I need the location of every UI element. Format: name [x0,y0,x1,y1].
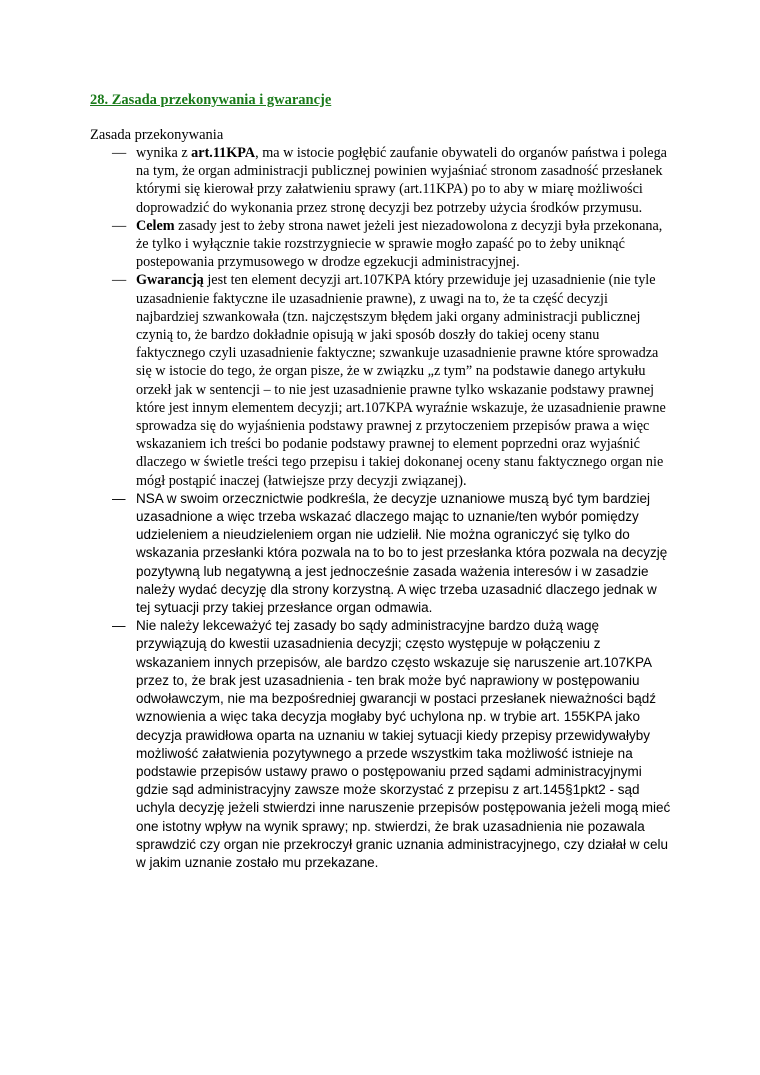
item-text: zasady jest to żeby strona nawet jeżeli jest niezadowolona z decyzji była przekonana, że tylko i wyłącznie takie rozstrzygniecie w sprawie mogło zapaść po to żeby uniknąć postepowania przymusowego w drodze egzekucji administracyjnej. [136,217,663,271]
item-bold-term: art.11KPA [191,145,256,161]
dash-bullet: — [112,618,126,634]
item-bold-term: Gwarancją [136,272,204,289]
item-bold-term: Celem [136,217,175,234]
list-item [112,144,672,217]
dash-bullet: — [112,217,127,234]
item-prefix: wynika z [136,145,192,161]
section-heading: 28. Zasada przekonywania i gwarancje [90,92,332,108]
list-item [112,217,672,272]
item-text: , ma w istocie pogłębić zaufanie obywateli do organów państwa i polega na tym, że organ administracji publicznej powinien wyjaśniać stronom zasadność przesłanek którymi się kierował przy załatwieniu sprawy (art.11KPA) po to aby w miarę możliwości doprowadzić do wykonania przez stronę decyzji bez potrzeby użycia środków przymusu. [136,145,667,216]
dash-bullet: — [112,490,126,506]
intro-line: Zasada przekonywania [90,127,224,143]
list-item [112,271,672,489]
dash-bullet: — [112,145,127,161]
item-text: jest ten element decyzji art.107KPA który przewiduje jej uzasadnienie (nie tyle uzasadnienie faktyczne ile uzasadnienie prawne), z uwagi na to, że ta część decyzji najbardziej szwankowała (tzn. najczęstszym błędem jaki organy administracji publicznej czynią to, że bardzo dokładnie opisują w jaki sposób doszły do takiej oceny stanu faktycznego czyli uzasadnienie faktyczne; szwankuje uzasadnienie prawne które sprowadza się w istocie do tego, że organ pisze, że w związku „z tym” na podstawie danego artykułu orzekł jak w sentencji – to nie jest uzasadnienie prawne tylko wskazanie podstawy prawnej które jest innym elementem decyzji; art.107KPA wyraźnie wskazuje, że uzasadnienie prawne sprowadza się do wyjaśnienia podstawy prawnej z przytoczeniem przepisów prawa a więc wskazaniem ich treści bo podanie podstawy prawnej to element poprzedni oraz wyjaśnić dlaczego w świetle treści tego przepisu i takiej dokonanej oceny stanu faktycznego organ nie mógł postąpić inaczej (łatwiejsze przy decyzji związanej). [136,272,666,489]
dash-bullet: — [112,272,127,289]
item-text: NSA w swoim orzecznictwie podkreśla, że decyzje uznaniowe muszą być tym bardziej uzasadnione a więc trzeba wskazać dlaczego mając to uznanie/ten wybór pomiędzy udzieleniem a nieudzieleniem organ nie udzielił. Nie można ograniczyć się tylko do wskazania przesłanki która pozwala na to bo to jest przesłanka która pozwala na decyzję pozytywną lub negatywną a jest jednocześnie zasada ważenia interesów i w zasadzie należy wydać decyzję dla strony korzystną. A więc trzeba uzasadnić dlaczego jednak w tej sytuacji przy takiej przesłance organ odmawia. [136,490,668,616]
item-text: Nie należy lekceważyć tej zasady bo sądy administracyjne bardzo dużą wagę przywiązują do kwestii uzasadnienia decyzji; często występuje w połączeniu z wskazaniem innych przepisów, ale bardzo często wskazuje się naruszenie art.107KPA przez to, że brak jest uzasadnienia - ten brak może być naprawiony w postępowaniu odwoławczym, nie ma bezpośredniej gwarancji w postaci przesłanek nieważności bądź wznowienia a więc taka decyzja mogłaby być uchylona np. w trybie art. 155KPA jako decyzja prawidłowa oparta na uznaniu w takiej sytuacji kiedy przepisy przewidywałyby możliwość załatwienia pozytywnego a przede wszystkim taka możliwość istnieje na podstawie przepisów ustawy prawo o postępowaniu przed sądami administracyjnymi gdzie sąd administracyjny zawsze może skorzystać z przepisu z art.145§1pkt2 - sąd uchyla decyzję jeżeli stwierdzi inne naruszenie przepisów postępowania jeżeli mogą mieć one istotny wpływ na wynik sprawy; np. stwierdzi, że brak uzasadnienia nie pozawala sprawdzić czy organ nie przekroczył granic uznania administracyjnego, czy działał w celu w jakim uznanie zostało mu przekazane. [136,618,671,870]
list-item [112,490,672,617]
bullet-list [112,144,672,872]
list-item [112,617,672,872]
